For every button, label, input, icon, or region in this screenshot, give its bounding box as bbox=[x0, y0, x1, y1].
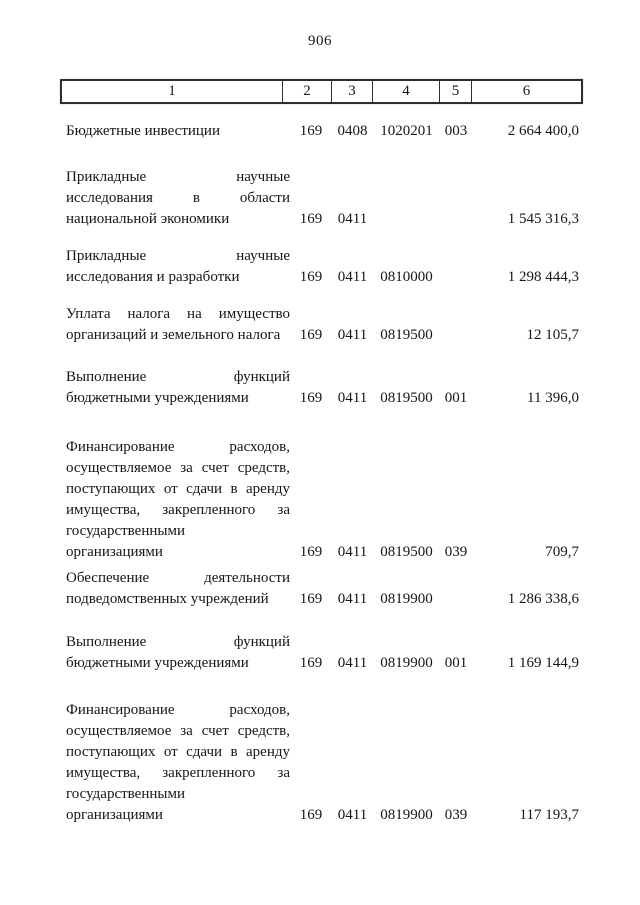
column-header-6: 6 bbox=[522, 83, 531, 99]
label-line: осуществляемое за счет средств, bbox=[66, 723, 290, 739]
label-line: Прикладные научные bbox=[66, 169, 290, 185]
label-line: исследования и разработки bbox=[66, 269, 240, 285]
row-code-4: 1020201 bbox=[380, 123, 433, 139]
row-label bbox=[60, 246, 290, 288]
row-code-4: 0810000 bbox=[380, 269, 433, 285]
table-row bbox=[60, 437, 583, 563]
row-code-3: 0411 bbox=[337, 591, 368, 607]
row-label bbox=[60, 167, 290, 230]
row-code-3: 0408 bbox=[337, 123, 368, 139]
row-code-2: 169 bbox=[299, 591, 323, 607]
row-code-3: 0411 bbox=[337, 807, 368, 823]
label-line: Финансирование расходов, bbox=[66, 702, 290, 718]
row-code-4: 0819500 bbox=[380, 327, 433, 343]
label-line: Бюджетные инвестиции bbox=[66, 123, 220, 139]
label-line: исследования в области bbox=[66, 190, 290, 206]
label-line: осуществляемое за счет средств, bbox=[66, 460, 290, 476]
label-line: имущества, закрепленного за bbox=[66, 765, 290, 781]
row-code-5: 039 bbox=[444, 544, 468, 560]
row-code-3: 0411 bbox=[337, 269, 368, 285]
row-label bbox=[60, 700, 290, 826]
row-amount: 1 286 338,6 bbox=[507, 591, 579, 607]
row-code-2: 169 bbox=[299, 544, 323, 560]
row-label bbox=[60, 568, 290, 610]
row-code-4: 0819900 bbox=[380, 807, 433, 823]
row-label bbox=[60, 632, 290, 674]
row-amount: 1 169 144,9 bbox=[507, 655, 579, 671]
label-line: Уплата налога на имущество bbox=[66, 306, 290, 322]
label-line: организациями bbox=[66, 544, 163, 560]
row-code-2: 169 bbox=[299, 123, 323, 139]
row-code-2: 169 bbox=[299, 807, 323, 823]
budget-table bbox=[60, 79, 583, 826]
row-code-2: 169 bbox=[299, 211, 323, 227]
row-code-4: 0819500 bbox=[380, 544, 433, 560]
row-code-3: 0411 bbox=[337, 211, 368, 227]
label-line: имущества, закрепленного за bbox=[66, 502, 290, 518]
table-row bbox=[60, 304, 583, 346]
row-amount: 1 545 316,3 bbox=[507, 211, 579, 227]
row-code-5: 003 bbox=[444, 123, 468, 139]
row-code-4: 0819900 bbox=[380, 655, 433, 671]
label-line: бюджетными учреждениями bbox=[66, 390, 249, 406]
row-code-5: 001 bbox=[444, 390, 468, 406]
row-amount: 2 664 400,0 bbox=[507, 123, 579, 139]
row-label bbox=[60, 304, 290, 346]
label-line: Выполнение функций bbox=[66, 634, 290, 650]
row-code-4: 0819500 bbox=[380, 390, 433, 406]
column-header-3: 3 bbox=[332, 81, 373, 102]
column-header-1: 1 bbox=[62, 81, 283, 102]
page-number: 906 bbox=[308, 33, 332, 49]
column-header-4: 4 bbox=[373, 81, 440, 102]
row-amount: 11 396,0 bbox=[527, 390, 579, 406]
row-amount: 1 298 444,3 bbox=[507, 269, 579, 285]
row-code-2: 169 bbox=[299, 269, 323, 285]
row-code-4: 0819900 bbox=[380, 591, 433, 607]
label-line: Обеспечение деятельности bbox=[66, 570, 290, 586]
row-amount: 12 105,7 bbox=[526, 327, 579, 343]
row-code-2: 169 bbox=[299, 390, 323, 406]
table-row bbox=[60, 568, 583, 610]
column-header-row bbox=[60, 79, 583, 104]
label-line: Прикладные научные bbox=[66, 248, 290, 264]
label-line: государственными bbox=[66, 786, 185, 802]
row-code-3: 0411 bbox=[337, 655, 368, 671]
column-header-2: 2 bbox=[283, 81, 332, 102]
row-code-3: 0411 bbox=[337, 390, 368, 406]
label-line: национальной экономики bbox=[66, 211, 230, 227]
table-row bbox=[60, 167, 583, 230]
label-line: поступающих от сдачи в аренду bbox=[66, 744, 290, 760]
label-line: бюджетными учреждениями bbox=[66, 655, 249, 671]
row-amount: 117 193,7 bbox=[519, 807, 579, 823]
row-amount: 709,7 bbox=[545, 544, 579, 560]
row-code-5: 001 bbox=[444, 655, 468, 671]
row-label bbox=[60, 121, 290, 142]
label-line: поступающих от сдачи в аренду bbox=[66, 481, 290, 497]
label-line: Финансирование расходов, bbox=[66, 439, 290, 455]
table-row bbox=[60, 367, 583, 409]
table-row bbox=[60, 246, 583, 288]
row-label bbox=[60, 367, 290, 409]
row-label bbox=[60, 437, 290, 563]
row-code-3: 0411 bbox=[337, 544, 368, 560]
table-rows bbox=[60, 121, 583, 826]
table-row bbox=[60, 121, 583, 142]
label-line: Выполнение функций bbox=[66, 369, 290, 385]
label-line: организациями bbox=[66, 807, 163, 823]
column-header-5: 5 bbox=[440, 81, 472, 102]
row-code-2: 169 bbox=[299, 327, 323, 343]
row-code-5: 039 bbox=[444, 807, 468, 823]
label-line: организаций и земельного налога bbox=[66, 327, 281, 343]
label-line: подведомственных учреждений bbox=[66, 591, 269, 607]
table-row bbox=[60, 700, 583, 826]
label-line: государственными bbox=[66, 523, 185, 539]
row-code-2: 169 bbox=[299, 655, 323, 671]
table-row bbox=[60, 632, 583, 674]
row-code-3: 0411 bbox=[337, 327, 368, 343]
